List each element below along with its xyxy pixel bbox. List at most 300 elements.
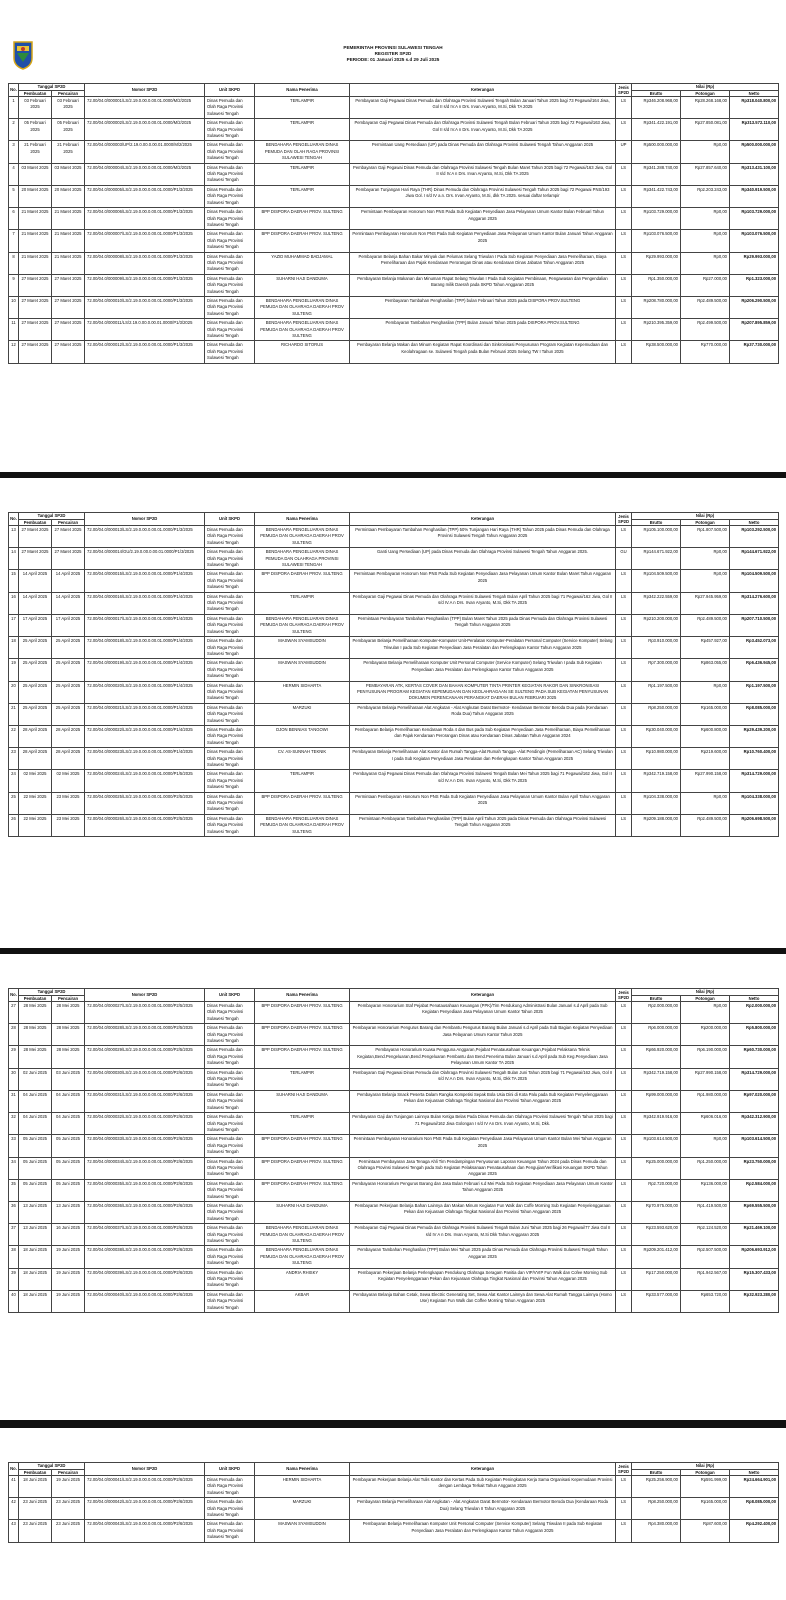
- nomor-sp2d: 72.00/04.0/000001/LS/2.19.0.00.0.00.01.0000/M/2/2025: [85, 97, 205, 119]
- unit-skpd: Dinas Pemuda dan Olah Raga Provinsi Sulawesi Tengah: [205, 208, 255, 230]
- tanggal-pembuatan: 05 Juni 2025: [19, 1179, 52, 1201]
- nomor-sp2d: 72.00/04.0/000026/LS/2.19.0.00.0.00.01.0000/P2/5/2025: [85, 814, 205, 836]
- tanggal-pembuatan: 03 Februari 2025: [19, 97, 52, 119]
- nilai-netto: Rp8.085.000,00: [730, 703, 779, 725]
- nilai-netto: Rp1.323.000,00: [730, 274, 779, 296]
- unit-skpd: Dinas Pemuda dan Olah Raga Provinsi Sulawesi Tengah: [205, 230, 255, 252]
- col-header-no: No.: [9, 84, 19, 97]
- unit-skpd: Dinas Pemuda dan Olah Raga Provinsi Sulawesi Tengah: [205, 1268, 255, 1290]
- row-number: 25: [9, 792, 19, 814]
- nilai-potongan: Rp770.000,00: [681, 341, 730, 363]
- tanggal-pencairan: 23 Mei 2025: [52, 792, 85, 814]
- nama-penerima: TERLAMPIR: [255, 185, 350, 207]
- nama-penerima: RICHARDO SITORUS: [255, 341, 350, 363]
- keterangan: Pembayaran Belanja Makan dan Minum Kegiatan Rapat Koordinasi dan Sinkronisasi Penyusunan Program Kegiatan Kepemudaan dan Keolahragaan se. Sulawesi Tengah pada Bulan Februari 2025 Selang TW I Tahun 2025: [350, 341, 616, 363]
- tanggal-pencairan: 27 Maret 2025: [52, 341, 85, 363]
- col-header-jenis: Jenis SP2D: [616, 1463, 632, 1476]
- unit-skpd: Dinas Pemuda dan Olah Raga Provinsi Sulawesi Tengah: [205, 341, 255, 363]
- row-number: 43: [9, 1520, 19, 1542]
- nilai-netto: Rp24.664.901,00: [730, 1476, 779, 1498]
- tanggal-pencairan: 25 April 2025: [52, 637, 85, 659]
- tanggal-pencairan: 17 April 2025: [52, 614, 85, 636]
- nilai-netto: Rp340.919.500,00: [730, 185, 779, 207]
- jenis-sp2d: LS: [616, 770, 632, 792]
- tanggal-pencairan: 28 April 2025: [52, 725, 85, 747]
- table-row: [9, 119, 779, 141]
- col-header-brutto: Brutto: [632, 995, 681, 1002]
- nilai-brutto: Rp210.200.000,00: [632, 614, 681, 636]
- nomor-sp2d: 72.00/04.0/000028/LS/2.19.0.00.0.00.01.0000/P2/5/2025: [85, 1024, 205, 1046]
- nilai-potongan: Rp2.499.500,00: [681, 319, 730, 341]
- nama-penerima: DJON BENNIAS TANGOWI: [255, 725, 350, 747]
- row-number: 29: [9, 1046, 19, 1068]
- nilai-potongan: Rp0,00: [681, 570, 730, 592]
- row-number: 33: [9, 1135, 19, 1157]
- tanggal-pencairan: 23 Mei 2025: [52, 814, 85, 836]
- tanggal-pembuatan: 14 April 2025: [19, 592, 52, 614]
- col-header-netto: Netto: [730, 1469, 779, 1476]
- keterangan: Pembayaran Belanja Bahan Cetak, Sewa Electric Generating Set, Sewa Alat Kantor Lainnya dan Sewa Alat Rumah Tangga Lainnya (Homo Use) Kegiatan Fun Walk dan Coffee Morning Tahun Anggaran 2025: [350, 1290, 616, 1312]
- nilai-brutto: Rp210.395.359,00: [632, 319, 681, 341]
- col-header-keterangan: Keterangan: [350, 84, 616, 97]
- table-row: [9, 163, 779, 185]
- col-header-pencairan: Pencairan: [52, 519, 85, 526]
- tanggal-pembuatan: 27 Maret 2025: [19, 296, 52, 318]
- keterangan: Pembayaran Pekerjaan Belanja Perlengkapan Pendukung Olahraga Seragam Panitia dan VIP/VVIP Fun Walk dan Cofee Morning Sub Kegiatan Penyelenggaraan Pekan dan Kejuaraan Olahraga Tingkat Nasional dan Provinsi Tahun Anggaran 2025: [350, 1268, 616, 1290]
- nilai-brutto: Rp8.250.000,00: [632, 703, 681, 725]
- tanggal-pencairan: 27 Maret 2025: [52, 274, 85, 296]
- nilai-netto: Rp1.197.500,00: [730, 681, 779, 703]
- col-header-brutto: Brutto: [632, 519, 681, 526]
- table-row: [9, 1290, 779, 1312]
- unit-skpd: Dinas Pemuda dan Olah Raga Provinsi Sulawesi Tengah: [205, 319, 255, 341]
- keterangan: Pembayaran Belanja Bahan Bakar Minyak dan Pelumas Selang Triwulan I Pada Sub Kegiatan Penyediaan Jasa Pemeliharaan, Biaya Pemeliharaan dan Pajak Kendaraan Perorangan Dinas atau Kendaraan Dinas Jabatan Tahun Anggaran 2025: [350, 252, 616, 274]
- unit-skpd: Dinas Pemuda dan Olah Raga Provinsi Sulawesi Tengah: [205, 526, 255, 548]
- jenis-sp2d: LS: [616, 1290, 632, 1312]
- nilai-brutto: Rp29.993.000,00: [632, 252, 681, 274]
- keterangan: Pembayaran Belanja Pemeliharaan Kendaraan Roda 4 dan Bus pada Sub Kegiatan Penyediaan Jasa Pemeliharaan, Biaya Pemeliharaan dan Pajak Kendaraan Perorangan Dinas atau Kendaraan Dinas Jabatan Tahun Anggaran 2024: [350, 725, 616, 747]
- table-row: [9, 814, 779, 836]
- col-header-no: No.: [9, 513, 19, 526]
- nama-penerima: MASWAN SYAMSUDDIN: [255, 1520, 350, 1542]
- tanggal-pencairan: 28 Mei 2025: [52, 1046, 85, 1068]
- keterangan: Pembayaran Gaji Pegawai Dinas Pemuda dan Olahraga Provinsi Sulawesi Tengah Bulan Juni Tahun 2025 bagi 71 Pegawai/162 Jiwa, Gol II s/d IV.A n Drs. Irvan Aryanto, M.Si, Dkk TA 2025: [350, 1068, 616, 1090]
- row-number: 36: [9, 1201, 19, 1223]
- nomor-sp2d: 72.00/04.0/000034/LS/2.19.0.00.0.00.01.0000/P2/6/2025: [85, 1157, 205, 1179]
- jenis-sp2d: LS: [616, 1135, 632, 1157]
- tanggal-pencairan: 21 Maret 2025: [52, 230, 85, 252]
- nilai-potongan: Rp606.016,00: [681, 1113, 730, 1135]
- unit-skpd: Dinas Pemuda dan Olah Raga Provinsi Sulawesi Tengah: [205, 703, 255, 725]
- unit-skpd: Dinas Pemuda dan Olah Raga Provinsi Sulawesi Tengah: [205, 681, 255, 703]
- nilai-brutto: Rp342.719.158,00: [632, 1068, 681, 1090]
- jenis-sp2d: LS: [616, 703, 632, 725]
- row-number: 7: [9, 230, 19, 252]
- row-number: 2: [9, 119, 19, 141]
- nilai-brutto: Rp1.197.500,00: [632, 681, 681, 703]
- table-row: [9, 97, 779, 119]
- jenis-sp2d: LS: [616, 681, 632, 703]
- table-row: [9, 1024, 779, 1046]
- row-number: 10: [9, 296, 19, 318]
- nilai-brutto: Rp144.671.922,00: [632, 548, 681, 570]
- table-row: [9, 1113, 779, 1135]
- col-header-netto: Netto: [730, 519, 779, 526]
- row-number: 16: [9, 592, 19, 614]
- nomor-sp2d: 72.00/04.0/000033/LS/2.19.0.00.0.00.01.0000/P2/6/2025: [85, 1135, 205, 1157]
- col-header-jenis: Jenis SP2D: [616, 513, 632, 526]
- jenis-sp2d: LS: [616, 208, 632, 230]
- nama-penerima: MASWAN SYAMSUDDIN: [255, 659, 350, 681]
- register-page-1: [0, 0, 786, 472]
- tanggal-pencairan: 04 Juni 2025: [52, 1090, 85, 1112]
- tanggal-pembuatan: 27 Maret 2025: [19, 319, 52, 341]
- keterangan: Pembayaran Gaji dan Tunjangan Lainnya Bulan Ketiga Belas Pada Dinas Pemuda dan Olahraga Provinsi Sulawesi Tengah Tahun 2025 bagi 71 Pegawai/162 Jiwa Golongan I s/d IV An Drs. Irvan Aryanto, M.Si, Dkk.: [350, 1113, 616, 1135]
- jenis-sp2d: LS: [616, 1068, 632, 1090]
- tanggal-pembuatan: 05 Juni 2025: [19, 1135, 52, 1157]
- tanggal-pencairan: 27 Maret 2025: [52, 319, 85, 341]
- nilai-potongan: Rp165.000,00: [681, 1498, 730, 1520]
- row-number: 26: [9, 814, 19, 836]
- nomor-sp2d: 72.00/04.0/000032/LS/2.19.0.00.0.00.01.0000/P2/6/2025: [85, 1113, 205, 1135]
- keterangan: Permintaan Uang Persediaan (UP) pada Dinas Pemuda dan Olahraga Provinsi Sulawesi Tengah Tahun Anggaran 2025: [350, 141, 616, 163]
- tanggal-pembuatan: 20 Maret 2025: [19, 185, 52, 207]
- nilai-brutto: Rp341.288.740,00: [632, 163, 681, 185]
- nomor-sp2d: 72.00/04.0/000024/LS/2.19.0.00.0.00.01.0000/P1/5/2025: [85, 770, 205, 792]
- col-header-potongan: Potongan: [681, 995, 730, 1002]
- nama-penerima: BENDAHARA PENGELUARAN DINAS PEMUDA DAN OLAHRAGA PROVINSI SULAWESI TENGAH: [255, 548, 350, 570]
- col-header-nomor: Nomor SP2D: [85, 989, 205, 1002]
- nama-penerima: HERMIN SIDHARTA: [255, 1476, 350, 1498]
- nilai-netto: Rp103.614.500,00: [730, 1135, 779, 1157]
- nama-penerima: TERLAMPIR: [255, 163, 350, 185]
- unit-skpd: Dinas Pemuda dan Olah Raga Provinsi Sulawesi Tengah: [205, 1224, 255, 1246]
- unit-skpd: Dinas Pemuda dan Olah Raga Provinsi Sulawesi Tengah: [205, 1113, 255, 1135]
- jenis-sp2d: LS: [616, 1268, 632, 1290]
- nilai-brutto: Rp209.188.000,00: [632, 814, 681, 836]
- nilai-netto: Rp97.020.000,00: [730, 1090, 779, 1112]
- nilai-netto: Rp144.671.922,00: [730, 548, 779, 570]
- jenis-sp2d: LS: [616, 1520, 632, 1542]
- nomor-sp2d: 72.00/04.0/000005/LS/2.19.0.00.0.00.01.0000/P1/3/2025: [85, 185, 205, 207]
- register-page-3: [0, 954, 786, 1420]
- nama-penerima: BPP DISPORA DAERAH PROV. SULTENG: [255, 1157, 350, 1179]
- table-row: [9, 1268, 779, 1290]
- nilai-brutto: Rp2.000.000,00: [632, 1002, 681, 1024]
- jenis-sp2d: LS: [616, 1498, 632, 1520]
- unit-skpd: Dinas Pemuda dan Olah Raga Provinsi Sulawesi Tengah: [205, 548, 255, 570]
- nilai-potongan: Rp0,00: [681, 548, 730, 570]
- tanggal-pembuatan: 18 Juni 2025: [19, 1476, 52, 1498]
- jenis-sp2d: LS: [616, 1476, 632, 1498]
- nilai-netto: Rp104.509.500,00: [730, 570, 779, 592]
- nilai-brutto: Rp342.222.559,00: [632, 592, 681, 614]
- tanggal-pencairan: 21 Maret 2025: [52, 252, 85, 274]
- tanggal-pembuatan: 05 Juni 2025: [19, 1157, 52, 1179]
- col-header-nomor: Nomor SP2D: [85, 1463, 205, 1476]
- keterangan: Pembayaran Tambahan Penghasilan (TPP) Bulan Mei Tahun 2025 pada Dinas Pemuda dan Olahraga Provinsi Sulawesi Tengah Tahun Anggaran 2025: [350, 1246, 616, 1268]
- row-number: 14: [9, 548, 19, 570]
- nilai-potongan: Rp219.600,00: [681, 748, 730, 770]
- tanggal-pembuatan: 27 Maret 2025: [19, 274, 52, 296]
- row-number: 37: [9, 1224, 19, 1246]
- table-row: [9, 274, 779, 296]
- tanggal-pembuatan: 25 April 2025: [19, 681, 52, 703]
- jenis-sp2d: GU: [616, 548, 632, 570]
- jenis-sp2d: LS: [616, 230, 632, 252]
- col-header-no: No.: [9, 989, 19, 1002]
- col-header-tanggal: Tanggal SP2D: [19, 989, 85, 996]
- tanggal-pembuatan: 25 April 2025: [19, 703, 52, 725]
- nilai-netto: Rp313.572.110,00: [730, 119, 779, 141]
- nilai-brutto: Rp341.422.191,00: [632, 119, 681, 141]
- row-number: 39: [9, 1268, 19, 1290]
- nilai-brutto: Rp4.380.000,00: [632, 1520, 681, 1542]
- nomor-sp2d: 72.00/04.0/000009/LS/2.19.0.00.0.00.01.0000/P1/3/2025: [85, 274, 205, 296]
- nomor-sp2d: 72.00/04.0/000004/LS/2.19.0.00.0.00.01.0000/M/2/2025: [85, 163, 205, 185]
- nilai-brutto: Rp209.201.412,00: [632, 1246, 681, 1268]
- row-number: 21: [9, 703, 19, 725]
- unit-skpd: Dinas Pemuda dan Olah Raga Provinsi Sulawesi Tengah: [205, 1290, 255, 1312]
- row-number: 28: [9, 1024, 19, 1046]
- row-number: 15: [9, 570, 19, 592]
- row-number: 27: [9, 1002, 19, 1024]
- nomor-sp2d: 72.00/04.0/000029/LS/2.19.0.00.0.00.01.0000/P2/5/2025: [85, 1046, 205, 1068]
- nama-penerima: BPP DISPORA DAERAH PROV. SULTENG: [255, 570, 350, 592]
- row-number: 35: [9, 1179, 19, 1201]
- nilai-brutto: Rp342.919.916,00: [632, 1113, 681, 1135]
- table-row: [9, 1135, 779, 1157]
- tanggal-pencairan: 23 Juni 2025: [52, 1498, 85, 1520]
- nama-penerima: BPP DISPORA DAERAH PROV. SULTENG: [255, 230, 350, 252]
- tanggal-pembuatan: 21 Februari 2025: [19, 141, 52, 163]
- nama-penerima: BENDAHARA PENGELUARAN DINAS PEMUDA DAN OLAHRAGA DAERAH PROV SULTENG: [255, 296, 350, 318]
- unit-skpd: Dinas Pemuda dan Olah Raga Provinsi Sulawesi Tengah: [205, 296, 255, 318]
- nilai-brutto: Rp10.980.000,00: [632, 748, 681, 770]
- row-number: 3: [9, 141, 19, 163]
- tanggal-pencairan: 25 April 2025: [52, 703, 85, 725]
- tanggal-pembuatan: 04 Juni 2025: [19, 1113, 52, 1135]
- tanggal-pencairan: 03 Juni 2025: [52, 1068, 85, 1090]
- jenis-sp2d: LS: [616, 725, 632, 747]
- nomor-sp2d: 72.00/04.0/000041/LS/2.19.0.00.0.00.01.0000/P2/6/2025: [85, 1476, 205, 1498]
- tanggal-pembuatan: 05 Februari 2025: [19, 119, 52, 141]
- keterangan: Permintaan Pembayaran Honorum Non PNS Pada Sub Kegiatan Penyediaan Jasa Pelayanan Umum Kantor Bulan April Tahun Anggaran 2025: [350, 792, 616, 814]
- nilai-brutto: Rp500.000.000,00: [632, 141, 681, 163]
- nilai-brutto: Rp25.256.900,00: [632, 1476, 681, 1498]
- nilai-potongan: Rp1.807.500,00: [681, 526, 730, 548]
- nama-penerima: SUHARNI HAJI DANDUMA: [255, 1201, 350, 1223]
- unit-skpd: Dinas Pemuda dan Olah Raga Provinsi Sulawesi Tengah: [205, 97, 255, 119]
- nama-penerima: ANDRIA RHISKY: [255, 1268, 350, 1290]
- tanggal-pencairan: 19 Juni 2025: [52, 1290, 85, 1312]
- col-header-pencairan: Pencairan: [52, 90, 85, 97]
- unit-skpd: Dinas Pemuda dan Olah Raga Provinsi Sulawesi Tengah: [205, 1068, 255, 1090]
- keterangan: Pembayaran Belanja Pemeliharaan Komputer Unit Personal Computer (Service Komputer) Selang Triwulan I pada Sub Kegiatan Penyediaan Jasa Peralatan dan Perlengkapan Kantor Tahun Anggaran 2025: [350, 659, 616, 681]
- nama-penerima: SUHARNI HAJI DANDUMA: [255, 1090, 350, 1112]
- keterangan: Pembayaran Tunjangan Hari Raya (THR) Dinas Pemuda dan Olahraga Provinsi Sulawesi Tengah Tahun 2025 bagi 72 Pegawai PNS/193 Jiwa Gol. I s/d IV a.n. Drs. Irvan Aryanto, M.Si, dkk TA 2025. sesuai daftar terlampir: [350, 185, 616, 207]
- nilai-netto: Rp29.993.000,00: [730, 252, 779, 274]
- table-row: [9, 252, 779, 274]
- col-header-unit: Unit SKPD: [205, 1463, 255, 1476]
- keterangan: Pembayaran Belanja Pemeliharaan Alat Kantor dan Rumah Tangga-Alat Rumah Tangga -Alat Pendingin (Pemeliharaan AC) Selang Triwulan I pada Sub Kegiatan Penyediaan Jasa Peralatan dan Perlengkapan Kantor Tahun Anggaran 2025: [350, 748, 616, 770]
- row-number: 19: [9, 659, 19, 681]
- unit-skpd: Dinas Pemuda dan Olah Raga Provinsi Sulawesi Tengah: [205, 141, 255, 163]
- col-header-pembuatan: Pembuatan: [19, 995, 52, 1002]
- nilai-potongan: Rp591.999,00: [681, 1476, 730, 1498]
- tanggal-pembuatan: 27 Maret 2025: [19, 341, 52, 363]
- unit-skpd: Dinas Pemuda dan Olah Raga Provinsi Sulawesi Tengah: [205, 1024, 255, 1046]
- unit-skpd: Dinas Pemuda dan Olah Raga Provinsi Sulawesi Tengah: [205, 659, 255, 681]
- nilai-potongan: Rp457.927,00: [681, 637, 730, 659]
- row-number: 1: [9, 97, 19, 119]
- tanggal-pembuatan: 21 Maret 2025: [19, 252, 52, 274]
- nilai-brutto: Rp7.300.000,00: [632, 659, 681, 681]
- nomor-sp2d: 72.00/04.0/000040/LS/2.19.0.00.0.00.01.0000/P2/6/2025: [85, 1290, 205, 1312]
- nomor-sp2d: 72.00/04.0/000015/LS/2.19.0.00.0.00.01.0000/P1/4/2025: [85, 570, 205, 592]
- header-line-3: PERIODE: 01 Januari 2025 s.d 29 Juli 2025: [346, 57, 440, 63]
- tanggal-pencairan: 19 Juni 2025: [52, 1246, 85, 1268]
- nilai-potongan: Rp863.055,00: [681, 659, 730, 681]
- sp2d-table: [8, 988, 779, 1313]
- col-header-nomor: Nomor SP2D: [85, 84, 205, 97]
- col-header-nilai: Nilai (Rp): [632, 84, 779, 91]
- tanggal-pencairan: 14 April 2025: [52, 570, 85, 592]
- nilai-potongan: Rp6.190.000,00: [681, 1046, 730, 1068]
- nama-penerima: TERLAMPIR: [255, 1068, 350, 1090]
- unit-skpd: Dinas Pemuda dan Olah Raga Provinsi Sulawesi Tengah: [205, 1002, 255, 1024]
- nama-penerima: BPP DISPORA DAERAH PROV. SULTENG: [255, 792, 350, 814]
- unit-skpd: Dinas Pemuda dan Olah Raga Provinsi Sulawesi Tengah: [205, 163, 255, 185]
- tanggal-pencairan: 05 Juni 2025: [52, 1179, 85, 1201]
- nama-penerima: SUHARNI HAJI DANDUMA: [255, 274, 350, 296]
- col-header-brutto: Brutto: [632, 1469, 681, 1476]
- unit-skpd: Dinas Pemuda dan Olah Raga Provinsi Sulawesi Tengah: [205, 1090, 255, 1112]
- nilai-brutto: Rp208.780.000,00: [632, 296, 681, 318]
- row-number: 11: [9, 319, 19, 341]
- unit-skpd: Dinas Pemuda dan Olah Raga Provinsi Sulawesi Tengah: [205, 770, 255, 792]
- nomor-sp2d: 72.00/04.0/000025/LS/2.19.0.00.0.00.01.0000/P2/5/2025: [85, 792, 205, 814]
- nomor-sp2d: 72.00/04.0/000016/LS/2.19.0.00.0.00.01.0000/P1/4/2025: [85, 592, 205, 614]
- nilai-brutto: Rp8.250.000,00: [632, 1498, 681, 1520]
- keterangan: Pembayaran Gaji Pegawai Dinas Pemuda dan Olahraga Provinsi Sulawesi Tengah Bulan Juni Tahun 2025 bagi 26 Pegawai/77 Jiwa Gol II s/d IV A n Drs. Irvan Aryanto, M.Si Dkk Tahun Anggaran 2025: [350, 1224, 616, 1246]
- tanggal-pencairan: 21 Maret 2025: [52, 208, 85, 230]
- col-header-penerima: Nama Penerima: [255, 84, 350, 97]
- tanggal-pencairan: 20 Maret 2025: [52, 185, 85, 207]
- tanggal-pencairan: 27 Maret 2025: [52, 296, 85, 318]
- nilai-potongan: Rp0,00: [681, 681, 730, 703]
- nilai-brutto: Rp1.350.000,00: [632, 274, 681, 296]
- tanggal-pembuatan: 03 Maret 2025: [19, 163, 52, 185]
- keterangan: Pembayaran Honorarium Staf Pejabat Penatausahaan Keuangan (PPK)/Tim Pendukung Administrasi Bulan Januari s.d April pada Sub Kegiatan Penyediaan Jasa Pelayanan Umum Kantor Tahun 2025: [350, 1002, 616, 1024]
- jenis-sp2d: LS: [616, 792, 632, 814]
- keterangan: Permintaan Pembayaran Tambahan Penghasilan (TPP) Bulan April Tahun 2025 pada Dinas Pemuda dan Olahraga Provinsi Sulawesi Tengah Tahun Anggaran 2025: [350, 814, 616, 836]
- table-row: [9, 208, 779, 230]
- nomor-sp2d: 72.00/04.0/000007/LS/2.19.0.00.0.00.01.0000/P1/3/2025: [85, 230, 205, 252]
- tanggal-pembuatan: 23 Juni 2025: [19, 1520, 52, 1542]
- nomor-sp2d: 72.00/04.0/000023/LS/2.19.0.00.0.00.01.0000/P1/4/2025: [85, 748, 205, 770]
- row-number: 42: [9, 1498, 19, 1520]
- unit-skpd: Dinas Pemuda dan Olah Raga Provinsi Sulawesi Tengah: [205, 1520, 255, 1542]
- nilai-brutto: Rp70.975.000,00: [632, 1201, 681, 1223]
- nomor-sp2d: 72.00/04.0/000018/LS/2.19.0.00.0.00.01.0000/P1/4/2025: [85, 637, 205, 659]
- nomor-sp2d: 72.00/04.0/000042/LS/2.19.0.00.0.00.01.0000/P2/6/2025: [85, 1498, 205, 1520]
- nilai-netto: Rp314.729.000,00: [730, 1068, 779, 1090]
- nilai-netto: Rp206.693.912,00: [730, 1246, 779, 1268]
- nilai-potongan: Rp0,00: [681, 230, 730, 252]
- col-header-pembuatan: Pembuatan: [19, 1469, 52, 1476]
- table-row: [9, 1201, 779, 1223]
- nomor-sp2d: 72.00/04.0/000039/LS/2.19.0.00.0.00.01.0000/P2/6/2025: [85, 1268, 205, 1290]
- nomor-sp2d: 72.00/04.0/000006/LS/2.19.0.00.0.00.01.0000/P1/3/2025: [85, 208, 205, 230]
- nilai-netto: Rp21.469.100,00: [730, 1224, 779, 1246]
- unit-skpd: Dinas Pemuda dan Olah Raga Provinsi Sulawesi Tengah: [205, 748, 255, 770]
- keterangan: Pembayaran Gaji Pegawai Dinas Pemuda dan Olahraga Provinsi Sulawesi Tengah Bulan April Tahun 2025 bagi 71 Pegawai/162 Jiwa, Gol II s/d IV.A n Drs. Irvan Aryanto, M.Si, Dkk TA 2025: [350, 592, 616, 614]
- tanggal-pencairan: 19 Juni 2025: [52, 1476, 85, 1498]
- tanggal-pembuatan: 17 April 2025: [19, 614, 52, 636]
- nilai-potongan: Rp200.000,00: [681, 1024, 730, 1046]
- jenis-sp2d: LS: [616, 592, 632, 614]
- keterangan: Ganti Uang Persediaan (UP) pada Dinas Pemuda dan Olahraga Provinsi Sulawesi Tengah Tahun Anggaran 2025.: [350, 548, 616, 570]
- row-number: 4: [9, 163, 19, 185]
- unit-skpd: Dinas Pemuda dan Olah Raga Provinsi Sulawesi Tengah: [205, 1246, 255, 1268]
- col-header-nilai: Nilai (Rp): [632, 513, 779, 520]
- nilai-brutto: Rp38.500.000,00: [632, 341, 681, 363]
- col-header-nilai: Nilai (Rp): [632, 989, 779, 996]
- nilai-potongan: Rp2.489.500,00: [681, 296, 730, 318]
- nilai-brutto: Rp30.040.000,00: [632, 725, 681, 747]
- tanggal-pembuatan: 28 April 2025: [19, 748, 52, 770]
- nama-penerima: BPP DISPORA DAERAH PROV. SULTENG: [255, 1002, 350, 1024]
- nilai-netto: Rp8.085.000,00: [730, 1498, 779, 1520]
- jenis-sp2d: LS: [616, 814, 632, 836]
- table-row: [9, 748, 779, 770]
- keterangan: Pembayaran Belanja Pemeliharaan Alat Angkutan - Alat Angkutan Darat Bermotor- Kendaraan Bermotor Beroda Dua pada (Kendaraan Roda Dua) Tahun Anggaran 2025: [350, 703, 616, 725]
- nilai-brutto: Rp346.208.968,00: [632, 97, 681, 119]
- nama-penerima: BPP DISPORA DAERAH PROV. SULTENG: [255, 1135, 350, 1157]
- nilai-brutto: Rp99.000.000,00: [632, 1090, 681, 1112]
- tanggal-pembuatan: 25 April 2025: [19, 637, 52, 659]
- jenis-sp2d: LS: [616, 1179, 632, 1201]
- nomor-sp2d: 72.00/04.0/000027/LS/2.19.0.00.0.00.01.0000/P2/5/2025: [85, 1002, 205, 1024]
- keterangan: Pembayaran Gaji Pegawai Dinas Pemuda dan Olahraga Provinsi Sulawesi Tengah Bulan Maret Tahun 2025 bagi 72 Pegawai/163 Jiwa, Gol II s/d IV.A n Drs. Irvan Aryanto, M.Si, Dkk TA 2025: [350, 163, 616, 185]
- table-row: [9, 1224, 779, 1246]
- unit-skpd: Dinas Pemuda dan Olah Raga Provinsi Sulawesi Tengah: [205, 1179, 255, 1201]
- jenis-sp2d: LS: [616, 274, 632, 296]
- nilai-potongan: Rp1.250.000,00: [681, 1157, 730, 1179]
- register-page-2: [0, 478, 786, 948]
- nilai-brutto: Rp105.100.000,00: [632, 526, 681, 548]
- nilai-potongan: Rp0,00: [681, 1002, 730, 1024]
- nilai-brutto: Rp6.000.000,00: [632, 1024, 681, 1046]
- nilai-netto: Rp103.729.000,00: [730, 208, 779, 230]
- col-header-tanggal: Tanggal SP2D: [19, 513, 85, 520]
- nomor-sp2d: 72.00/04.0/000021/LS/2.19.0.00.0.00.01.0000/P1/4/2025: [85, 703, 205, 725]
- tanggal-pencairan: 03 Maret 2025: [52, 163, 85, 185]
- row-number: 17: [9, 614, 19, 636]
- nama-penerima: MARZUKI: [255, 1498, 350, 1520]
- col-header-unit: Unit SKPD: [205, 84, 255, 97]
- keterangan: Permintaan Pembayaran Jasa Tenaga Ahli Tim Pendampingan Penyusunan Laporan Keuangan Tahun 2024 pada Dinas Pemuda dan Olahraga Provinsi Sulawesi Tengah pada Sub Kegiatan Pelaksanaan Penatausahaan dan Pengujian/Verifikasi Keuangan SKPD Tahun Anggaran 2025: [350, 1157, 616, 1179]
- nomor-sp2d: 72.00/04.0/000014/GU/2.19.0.00.0.00.01.0000/P1/3/2025: [85, 548, 205, 570]
- sp2d-table: [8, 1462, 779, 1543]
- nilai-brutto: Rp103.076.500,00: [632, 230, 681, 252]
- sp2d-table: [8, 83, 779, 364]
- nilai-brutto: Rp33.577.000,00: [632, 1290, 681, 1312]
- nomor-sp2d: 72.00/04.0/000038/LS/2.19.0.00.0.00.01.0000/P2/6/2025: [85, 1246, 205, 1268]
- nama-penerima: BENDAHARA PENGELUARAN DINAS PEMUDA DAN OLAHRAGA DAERAH PROV SULTENG: [255, 614, 350, 636]
- tanggal-pembuatan: 27 Maret 2025: [19, 548, 52, 570]
